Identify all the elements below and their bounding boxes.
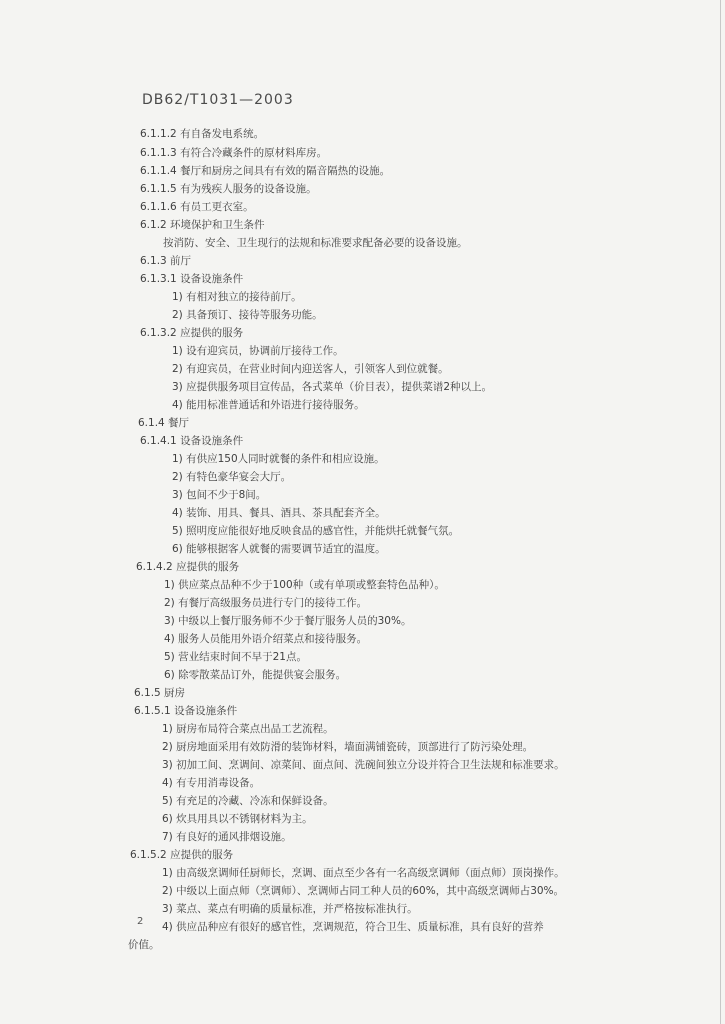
- scan-edge-line: [720, 0, 721, 1024]
- text-line: 1) 有相对独立的接待前厅。: [172, 291, 302, 303]
- text-line: 2) 有餐厅高级服务员进行专门的接待工作。: [164, 597, 368, 609]
- text-line: 2) 中级以上面点师（烹调师）、烹调师占同工种人员的60%，其中高级烹调师占30%。: [162, 885, 565, 897]
- text-line: 1) 有供应150人同时就餐的条件和相应设施。: [172, 453, 385, 465]
- text-line: 1) 设有迎宾员，协调前厅接待工作。: [172, 345, 344, 357]
- text-line: 6.1.5.1 设备设施条件: [134, 705, 238, 717]
- text-line: 6.1.5.2 应提供的服务: [130, 849, 234, 861]
- text-line: 1) 厨房布局符合菜点出品工艺流程。: [162, 723, 334, 735]
- text-line: 6) 能够根据客人就餐的需要调节适宜的温度。: [172, 543, 386, 555]
- text-line: 6.1.3.1 设备设施条件: [140, 273, 244, 285]
- text-line: 3) 菜点、菜点有明确的质量标准，并严格按标准执行。: [162, 903, 418, 915]
- text-line: 4) 供应品种应有很好的感官性，烹调规范，符合卫生、质量标准，具有良好的营养: [162, 921, 544, 933]
- text-line: 2) 有特色豪华宴会大厅。: [172, 471, 292, 483]
- text-line: 6.1.4.1 设备设施条件: [140, 435, 244, 447]
- text-line: 按消防、安全、卫生现行的法规和标准要求配备必要的设备设施。: [163, 237, 468, 249]
- text-line: 6.1.1.6 有员工更衣室。: [140, 201, 254, 213]
- text-line: 价值。: [128, 939, 160, 951]
- text-line: 5) 有充足的冷藏、冷冻和保鲜设备。: [162, 795, 334, 807]
- text-line: 5) 营业结束时间不早于21点。: [164, 651, 307, 663]
- text-line: 3) 初加工间、烹调间、凉菜间、面点间、洗碗间独立分设并符合卫生法规和标准要求。: [162, 759, 565, 771]
- document-number: DB62/T1031—2003: [142, 92, 294, 108]
- text-line: 5) 照明度应能很好地反映食品的感官性，并能烘托就餐气氛。: [172, 525, 460, 537]
- text-line: 1) 由高级烹调师任厨师长，烹调、面点至少各有一名高级烹调师（面点师）顶岗操作。: [162, 867, 565, 879]
- text-line: 2) 厨房地面采用有效防滑的装饰材料，墙面满铺瓷砖，顶部进行了防污染处理。: [162, 741, 534, 753]
- text-line: 6) 除零散菜品订外，能提供宴会服务。: [164, 669, 347, 681]
- text-line: 6.1.3.2 应提供的服务: [140, 327, 244, 339]
- text-line: 7) 有良好的通风排烟设施。: [162, 831, 292, 843]
- text-line: 6.1.5 厨房: [134, 687, 186, 699]
- text-line: 6.1.1.4 餐厅和厨房之间具有有效的隔音隔热的设施。: [140, 165, 391, 177]
- text-line: 6.1.1.2 有自备发电系统。: [140, 128, 265, 140]
- text-line: 3) 包间不少于8间。: [172, 489, 267, 501]
- text-line: 4) 服务人员能用外语介绍菜点和接待服务。: [164, 633, 368, 645]
- text-line: 6) 炊具用具以不锈钢材料为主。: [162, 813, 313, 825]
- text-line: 6.1.4 餐厅: [138, 417, 190, 429]
- text-line: 6.1.1.5 有为残疾人服务的设备设施。: [140, 183, 317, 195]
- text-line: 6.1.3 前厅: [140, 255, 192, 267]
- text-line: 6.1.4.2 应提供的服务: [136, 561, 240, 573]
- text-line: 2) 具备预订、接待等服务功能。: [172, 309, 323, 321]
- text-line: 3) 中级以上餐厅服务师不少于餐厅服务人员的30%。: [164, 615, 412, 627]
- text-line: 2) 有迎宾员，在营业时间内迎送客人，引领客人到位就餐。: [172, 363, 449, 375]
- text-line: 3) 应提供服务项目宣传品，各式菜单（价目表），提供菜谱2种以上。: [172, 381, 493, 393]
- text-line: 6.1.2 环境保护和卫生条件: [140, 219, 265, 231]
- text-line: 6.1.1.3 有符合冷藏条件的原材料库房。: [140, 147, 328, 159]
- page-number: 2: [137, 916, 144, 927]
- text-line: 4) 能用标准普通话和外语进行接待服务。: [172, 399, 365, 411]
- text-line: 4) 有专用消毒设备。: [162, 777, 261, 789]
- text-line: 1) 供应菜点品种不少于100种（或有单项或整套特色品种）。: [164, 579, 445, 591]
- text-line: 4) 装饰、用具、餐具、酒具、茶具配套齐全。: [172, 507, 386, 519]
